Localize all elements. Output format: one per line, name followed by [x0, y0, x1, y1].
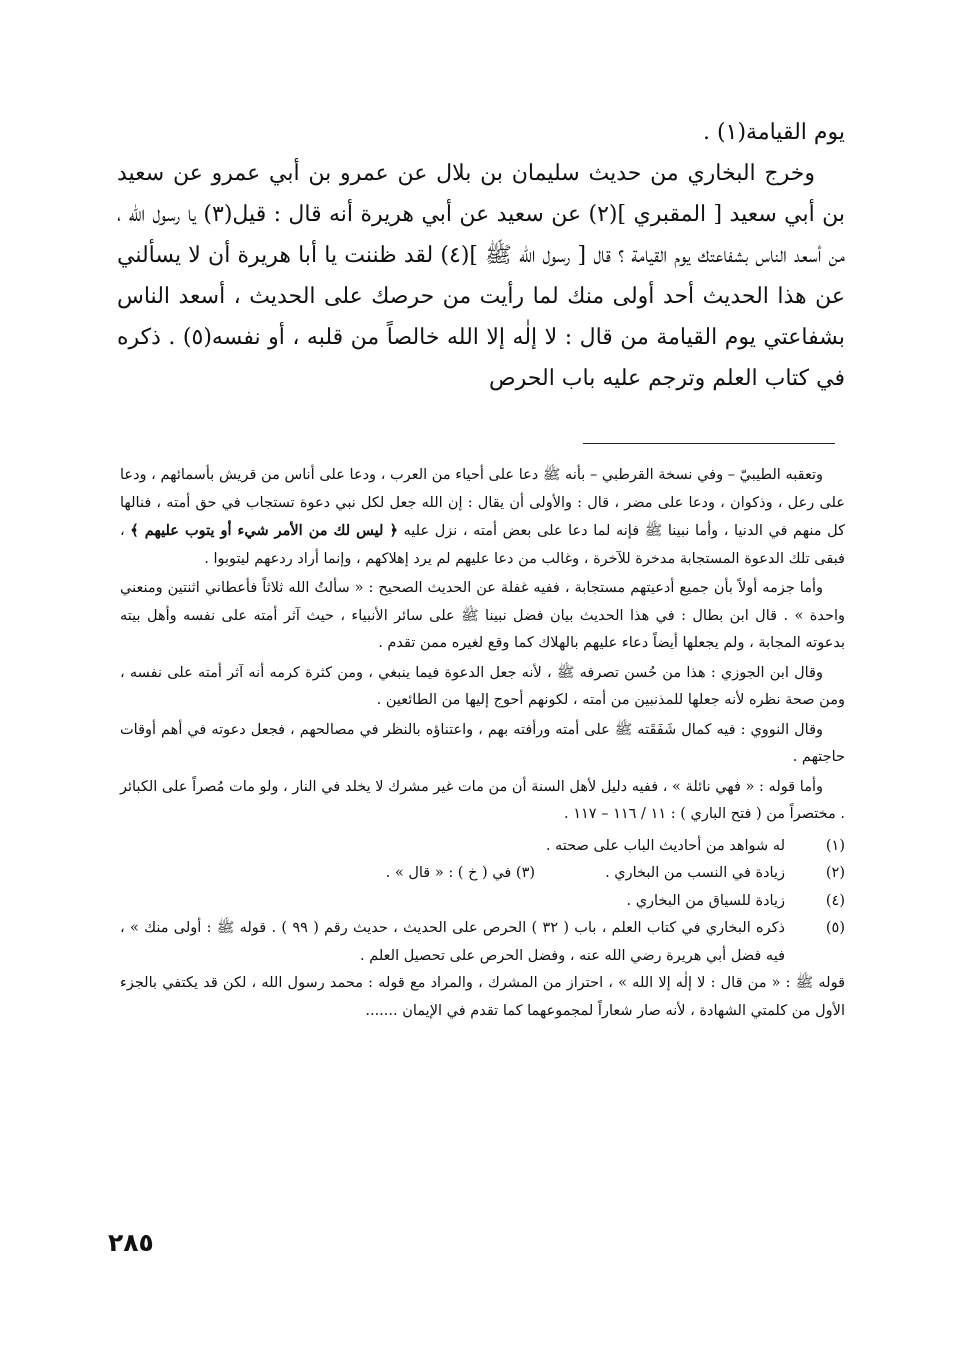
footnote-text-pair — [120, 860, 785, 888]
note-text: وتعقبه الطيبيّ – وفي نسخة القرطبي – بأنه ﷺ دعا على أحياء من العرب ، ودعا على أناس من قريش بأسمائهم ، ودعا على رعل ، وذكوان ، ودعا على مضر ، قال : والأولى أن يقال : إن الله جعل لكل نبي دعوة تستجاب في حق أمته ، فنالها كل منهم في الدنيا ، وأما نبينا ﷺ فإنه لما دعا على بعض أمته ، نزل عليه — [120, 467, 845, 539]
footnote-text: زيادة للسياق من البخاري . — [626, 892, 785, 909]
footnote-number: (١) — [825, 837, 845, 854]
note-text-after-verse: ، فبقى تلك الدعوة المستجابة مدخرة للآخرة ، وغالب من دعا عليهم لم يرد إهلاكهم ، وإنما أراد ردعهم ليتوبوا . — [120, 523, 845, 567]
note-paragraph-5: وأما قوله : « فهي نائلة » ، ففيه دليل لأهل السنة أن من مات غير مشرك لا يخلد في النار ، ولو مات مُصراً على الكبائر . مختصراً من ( فتح الباري ) : ١١ / ١١٦ – ١١٧ . — [120, 778, 845, 822]
note-paragraph-4: وقال النووي : فيه كمال شَفَقَته ﷺ على أمته ورأفته بهم ، واعتناؤه بالنظر في مصالحهم ، فجعل دعوته في أهم أوقات حاجتهم . — [120, 721, 845, 765]
note-paragraph-3: وقال ابن الجوزي : هذا من حُسن تصرفه ﷺ ، لأنه جعل الدعوة فيما ينبغي ، ومن كثرة كرمه أنه آثر أمته على نفسه ، ومن صحة نظره لأنه جعلها للمذنبين من أمته ، لكونهم أحوج إليها من الطائعين . — [120, 664, 845, 708]
main-paragraph: وخرج البخاري من حديث سليمان بن بلال عن عمرو بن أبي عمرو عن سعيد بن أبي سعيد [ المقبري ](٢) عن سعيد عن أبي هريرة أنه قال : قيل(٣) يا رسول الله ، من أسعد الناس بشفاعتك يوم القيامة ؟ قال [ رسول الله ﷺ ](٤) لقد ظننت يا أبا هريرة أن لا يسألني عن هذا الحديث أحد أولى منك لما رأيت من حرصك على الحديث ، أسعد الناس بشفاعتي يوم القيامة من قال : لا إلٰه إلا الله خالصاً من قلبه ، أو نفسه(٥) . ذكره في كتاب العلم وترجم عليه باب الحرص — [117, 161, 845, 391]
note-paragraph-2: وأما جزمه أولاً بأن جميع أدعيتهم مستجابة ، ففيه غفلة عن الحديث الصحيح : « سألتُ الله ثلاثاً فأعطاني اثنتين ومنعني واحدة » . قال ابن بطال : في هذا الحديث بيان فضل نبينا ﷺ على سائر الأنبياء ، حيث آثر أمته على نفسه وأهل بيته بدعوته المجابة ، ولم يجعلها أيضاً دعاء عليهم بالهلاك كما وقع لغيره ممن تقدم . — [120, 580, 845, 651]
footnote-text: (٣) في ( خ ) : « قال » . — [385, 865, 536, 881]
footnote-item — [120, 833, 845, 861]
main-text — [117, 112, 845, 399]
footnotes — [120, 462, 845, 1025]
footnote-text: له شواهد من أحاديث الباب على صحته . — [545, 837, 785, 854]
footnote-references — [120, 833, 845, 1026]
note-paragraph-1 — [120, 462, 845, 573]
page-number: ٢٨٥ — [108, 1228, 154, 1257]
main-line-continuation: يوم القيامة(١) . — [703, 120, 845, 145]
footnote-item — [120, 888, 845, 916]
footnote-item — [120, 860, 845, 888]
footnote-text: ذكره البخاري في كتاب العلم ، باب ( ٣٢ ) الحرص على الحديث ، حديث رقم ( ٩٩ ) . قوله ﷺ : أولى منك » ، فيه فضل أبي هريرة رضي الله عنه ، وفضل الحرص على تحصيل العلم . — [120, 920, 785, 964]
footnote-item — [120, 915, 845, 970]
footnote-continuation: قوله ﷺ : « من قال : لا إلٰه إلا الله » ، احتراز من المشرك ، والمراد مع قوله : محمد رسول الله ، لكن قد يكتفي بالجزء الأول من كلمتي الشهادة ، لأنه صار شعاراً لمجموعهما كما تقدم في الإيمان ....... — [120, 975, 845, 1019]
footnote-number: (٢) — [825, 865, 845, 881]
footnote-number: (٥) — [825, 920, 845, 936]
footnote-number: (٤) — [825, 892, 845, 909]
footnote-text: زيادة في النسب من البخاري . — [605, 865, 785, 881]
footnote-divider — [583, 443, 835, 444]
quran-verse: ﴿ ليس لك من الأمر شيء أو يتوب عليهم ﴾ — [130, 522, 398, 539]
